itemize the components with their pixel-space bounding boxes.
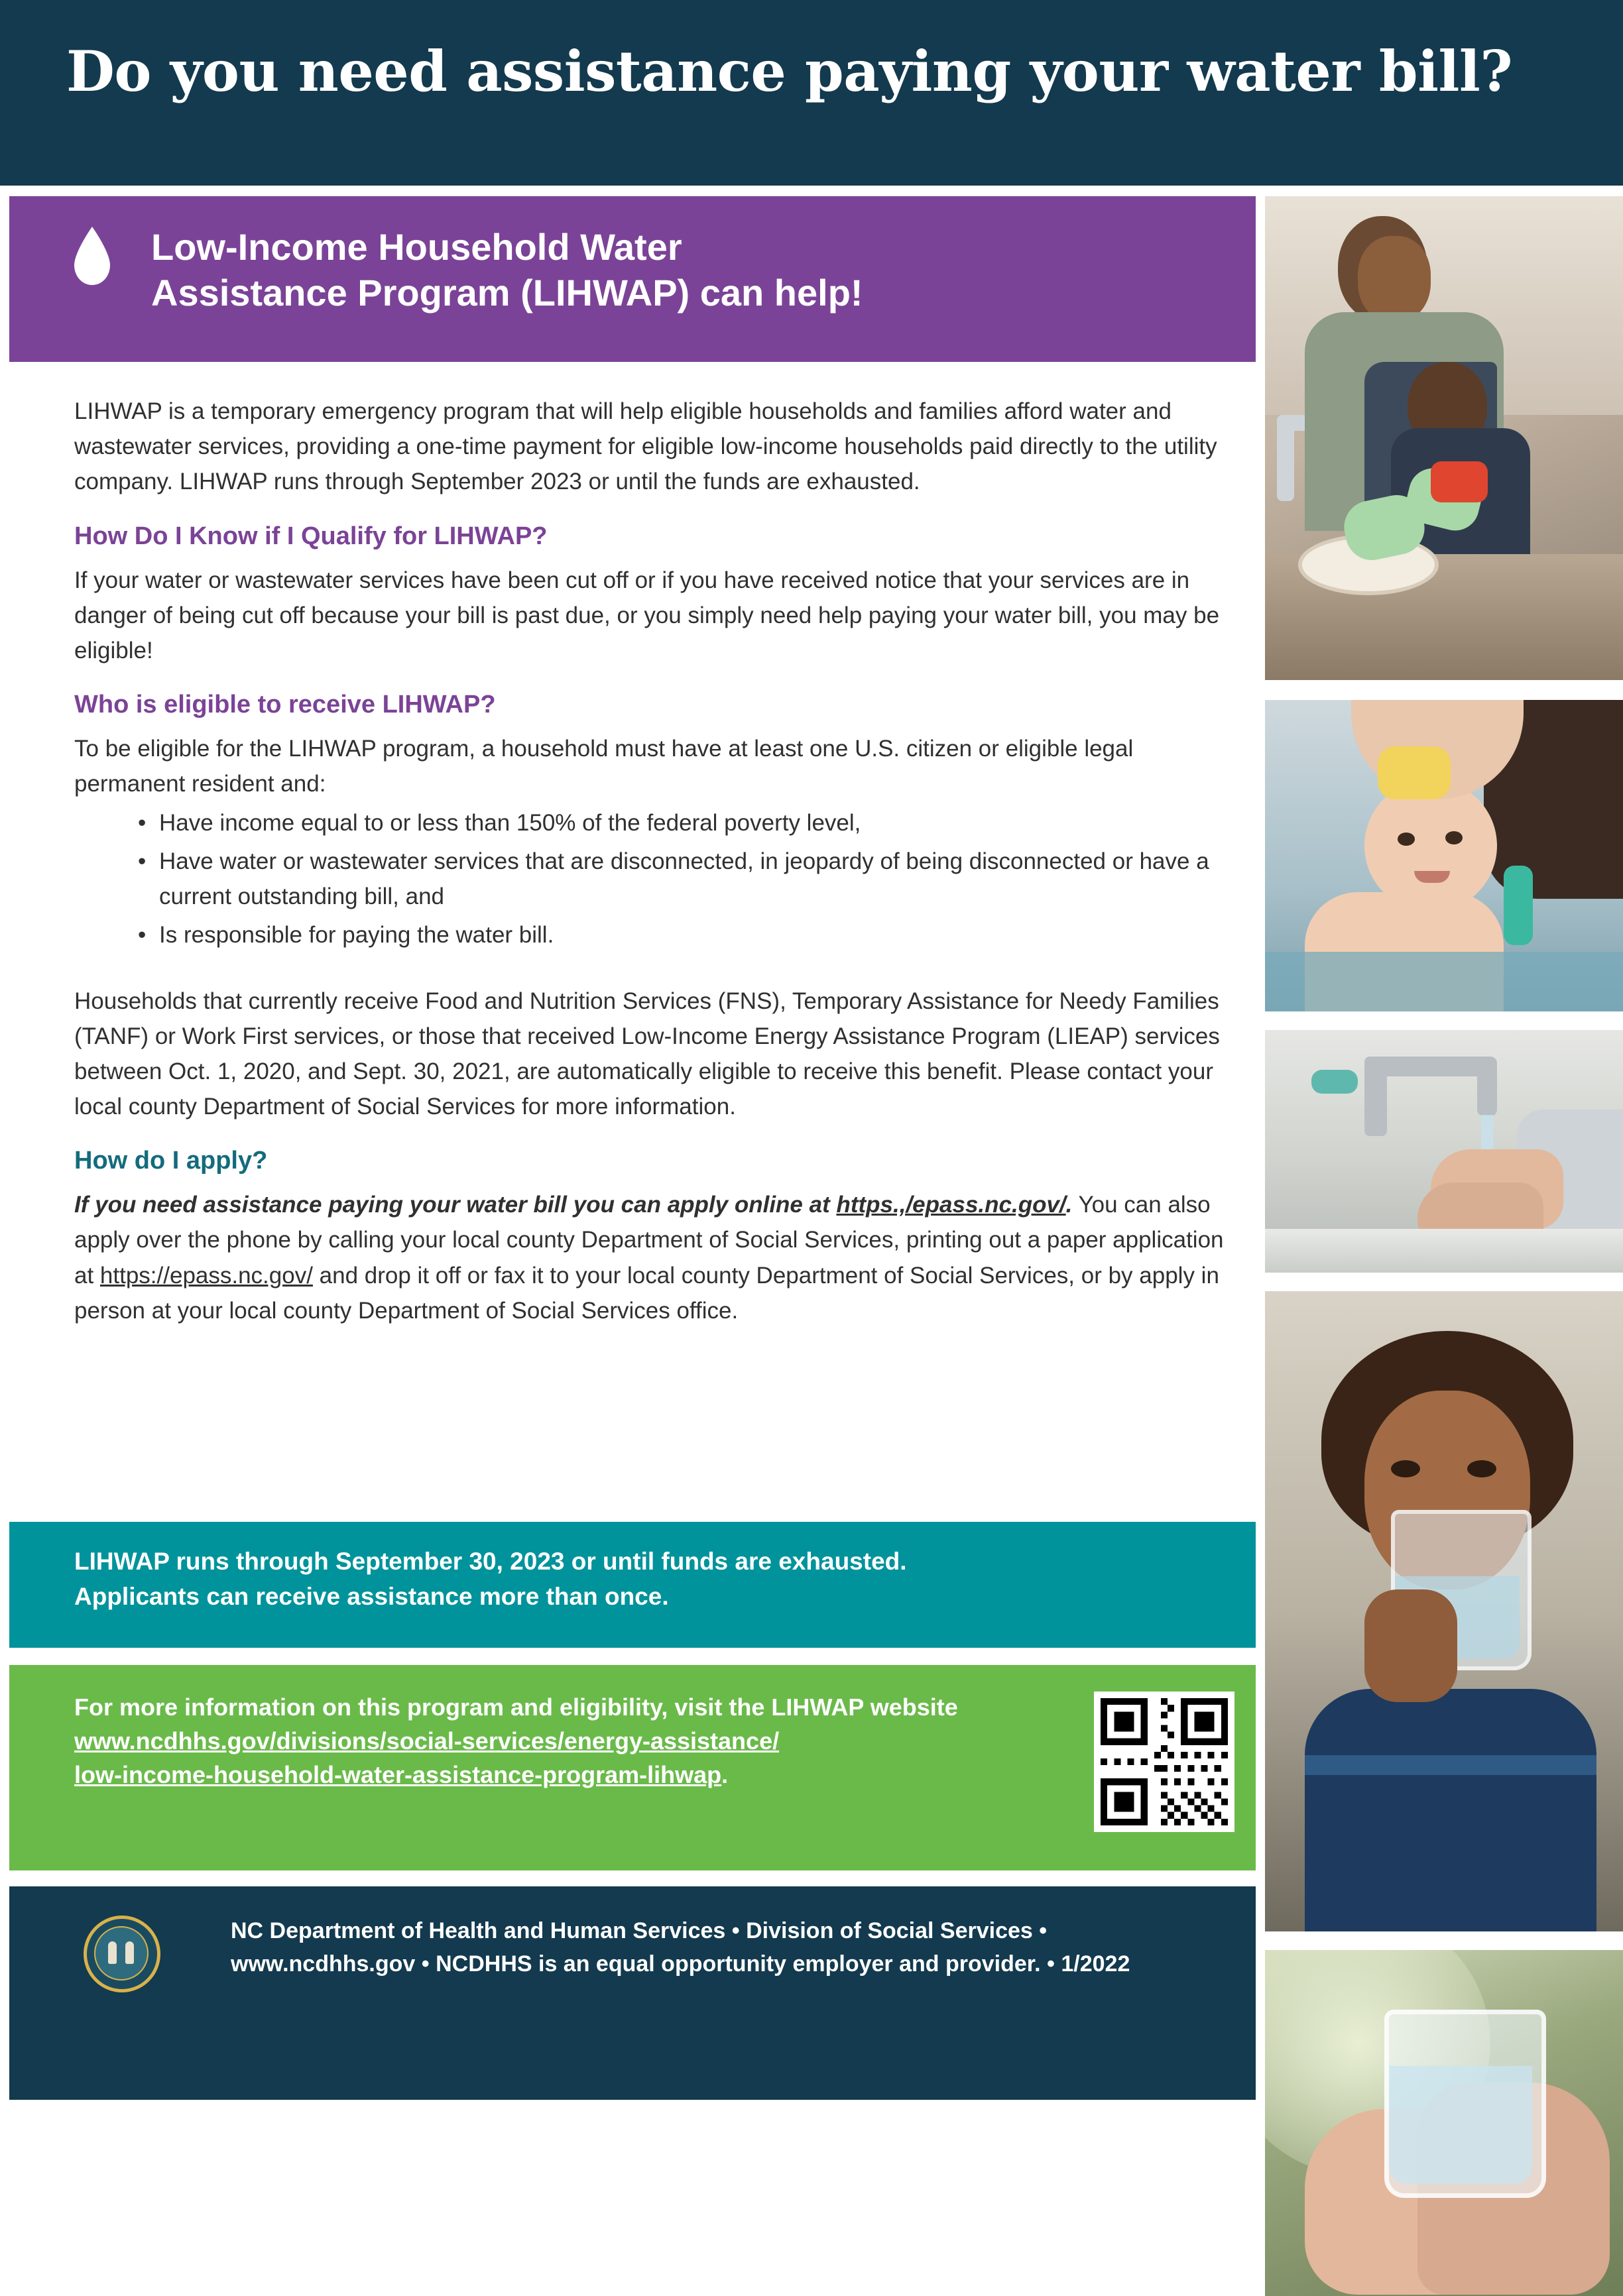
list-item: • Have water or wastewater services that are disconnected, in jeopardy of being disconnected or have a current outstanding bill, and — [138, 844, 1228, 914]
intro-paragraph: LIHWAP is a temporary emergency program that will help eligible households and families afford water and wastewater services, providing a one-time payment for eligible low-income households paid directly to the utility company. LIHWAP runs through September 2023 or until the funds are exhausted. — [74, 398, 1217, 495]
main-content — [74, 394, 1228, 1351]
more-info-period: . — [721, 1761, 729, 1789]
lihwap-website-link-line2[interactable]: low-income-household-water-assistance-program-lihwap — [74, 1761, 722, 1789]
photo-father-child-washing-dishes — [1265, 196, 1623, 680]
epass-link-secondary[interactable]: https://epass.nc.gov/ — [99, 1262, 313, 1289]
epass-link-primary[interactable]: https.,/epass.nc.gov/ — [836, 1192, 1066, 1218]
callout-text — [74, 1544, 1215, 1614]
qualify-heading: How Do I Know if I Qualify for LIHWAP? — [74, 522, 548, 550]
apply-paragraph — [74, 1187, 1228, 1328]
callout-line2: Applicants can receive assistance more than once. — [74, 1582, 669, 1610]
callout-line1: LIHWAP runs through September 30, 2023 or until funds are exhausted. — [74, 1548, 907, 1575]
eligible-heading: Who is eligible to receive LIHWAP? — [74, 691, 496, 719]
eligible-paragraph: To be eligible for the LIHWAP program, a household must have at least one U.S. citizen or eligible legal permanent resident and: — [74, 736, 1134, 797]
apply-italic-text: If you need assistance paying your water bill you can apply online at — [74, 1192, 837, 1218]
page-title: Do you need assistance paying your water bill? — [66, 38, 1513, 104]
photo-baby-bath — [1265, 700, 1623, 1011]
more-info-text — [74, 1690, 1036, 1792]
photo-hands-holding-glass — [1265, 1950, 1623, 2296]
banner-title-line2: Assistance Program (LIHWAP) can help! — [151, 272, 863, 314]
photo-boy-drinking-water — [1265, 1291, 1623, 1931]
water-drop-icon — [72, 225, 113, 286]
photo-column — [1265, 196, 1623, 2100]
lihwap-website-link-line1[interactable]: www.ncdhhs.gov/divisions/social-services/energy-assistance/ — [74, 1727, 780, 1755]
nc-state-seal-icon — [84, 1916, 160, 1992]
photo-hands-under-faucet — [1265, 1030, 1623, 1273]
qualify-paragraph: If your water or wastewater services have been cut off or if you have received notice that your services are in danger of being cut off because your bill is past due, or you simply need help paying your water bill, you may be eligible! — [74, 567, 1220, 663]
qr-code[interactable] — [1094, 1692, 1234, 1832]
apply-rest-2: and drop it off or fax it to your local county Department of Social Services, or by apply in person at your local county Department of Social Services office. — [74, 1262, 1219, 1324]
auto-eligible-paragraph: Households that currently receive Food and Nutrition Services (FNS), Temporary Assistance for Needy Families (TANF) or Work First services, or those that received Low-Income Energy Assistance Program (LIEAP) services between Oct. 1, 2020, and Sept. 30, 2021, are automatically eligible to receive this benefit. Please contact your local county Department of Social Services for more information. — [74, 988, 1220, 1120]
more-info-lead: For more information on this program and eligibility, visit the LIHWAP website — [74, 1693, 958, 1721]
banner-title-line1: Low-Income Household Water — [151, 226, 682, 268]
apply-rest-1: You can also apply over the phone by calling your local county Department of Social Services, printing out a paper application at — [74, 1192, 1224, 1289]
list-item: • Have income equal to or less than 150% of the federal poverty level, — [138, 806, 1228, 841]
banner-title — [151, 224, 1238, 316]
footer-text: NC Department of Health and Human Services • Division of Social Services • www.ncdhhs.gov • NCDHHS is an equal opportunity employer and provider. • 1/2022 — [231, 1918, 1130, 1977]
apply-heading: How do I apply? — [74, 1147, 268, 1175]
eligibility-list — [74, 806, 1228, 953]
list-item: • Is responsible for paying the water bill. — [138, 918, 1228, 953]
apply-italic-period: . — [1065, 1192, 1073, 1218]
